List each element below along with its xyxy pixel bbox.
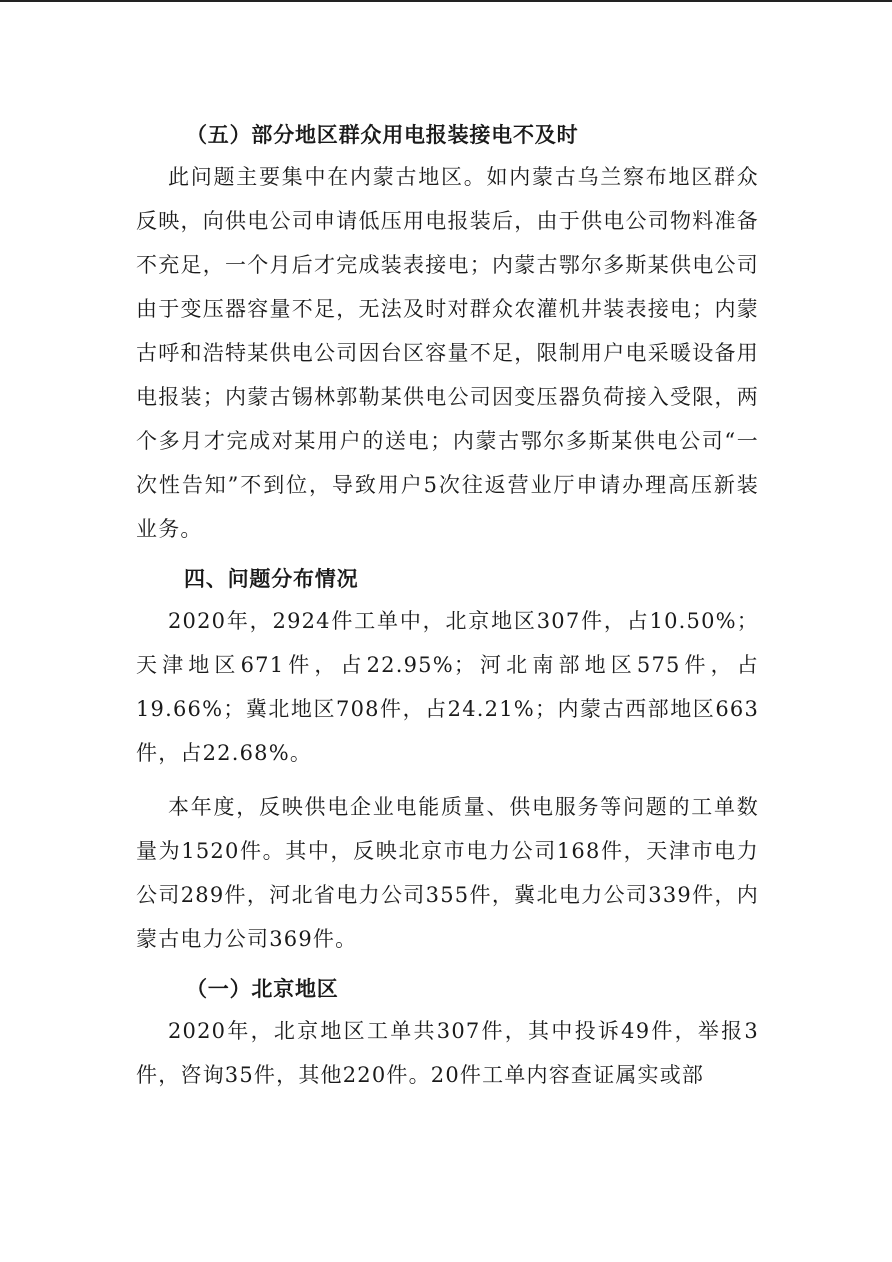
paragraph-issue-distribution: 2020年，2924件工单中，北京地区307件，占10.50%；天津地区671件，占22.95%；河北南部地区575件，占19.66%；冀北地区708件，占24.21%；内蒙古西部地区663件，占22.68%。	[136, 609, 759, 765]
section-heading-beijing: （一）北京地区	[186, 977, 339, 1001]
paragraph-beijing-summary: 2020年，北京地区工单共307件，其中投诉49件，举报3件，咨询35件，其他220件。20件工单内容查证属实或部	[136, 1019, 759, 1087]
section-heading-5: （五）部分地区群众用电报装接电不及时	[186, 123, 579, 147]
page-top-border	[0, 0, 892, 2]
document-page	[136, 115, 759, 1097]
paragraph-power-connection-delays: 此问题主要集中在内蒙古地区。如内蒙古乌兰察布地区群众反映，向供电公司申请低压用电报装后，由于供电公司物料准备不充足，一个月后才完成装表接电；内蒙古鄂尔多斯某供电公司由于变压器容量不足，无法及时对群众农灌机井装表接电；内蒙古呼和浩特某供电公司因台区容量不足，限制用户电采暖设备用电报装；内蒙古锡林郭勒某供电公司因变压器负荷接入受限，两个多月才完成对某用户的送电；内蒙古鄂尔多斯某供电公司“一次性告知”不到位，导致用户5次往返营业厅申请办理高压新装业务。	[136, 165, 759, 541]
section-heading-4: 四、问题分布情况	[184, 567, 359, 591]
paragraph-annual-work-orders: 本年度，反映供电企业电能质量、供电服务等问题的工单数量为1520件。其中，反映北京市电力公司168件，天津市电力公司289件，河北省电力公司355件，冀北电力公司339件，内蒙古电力公司369件。	[136, 795, 759, 951]
